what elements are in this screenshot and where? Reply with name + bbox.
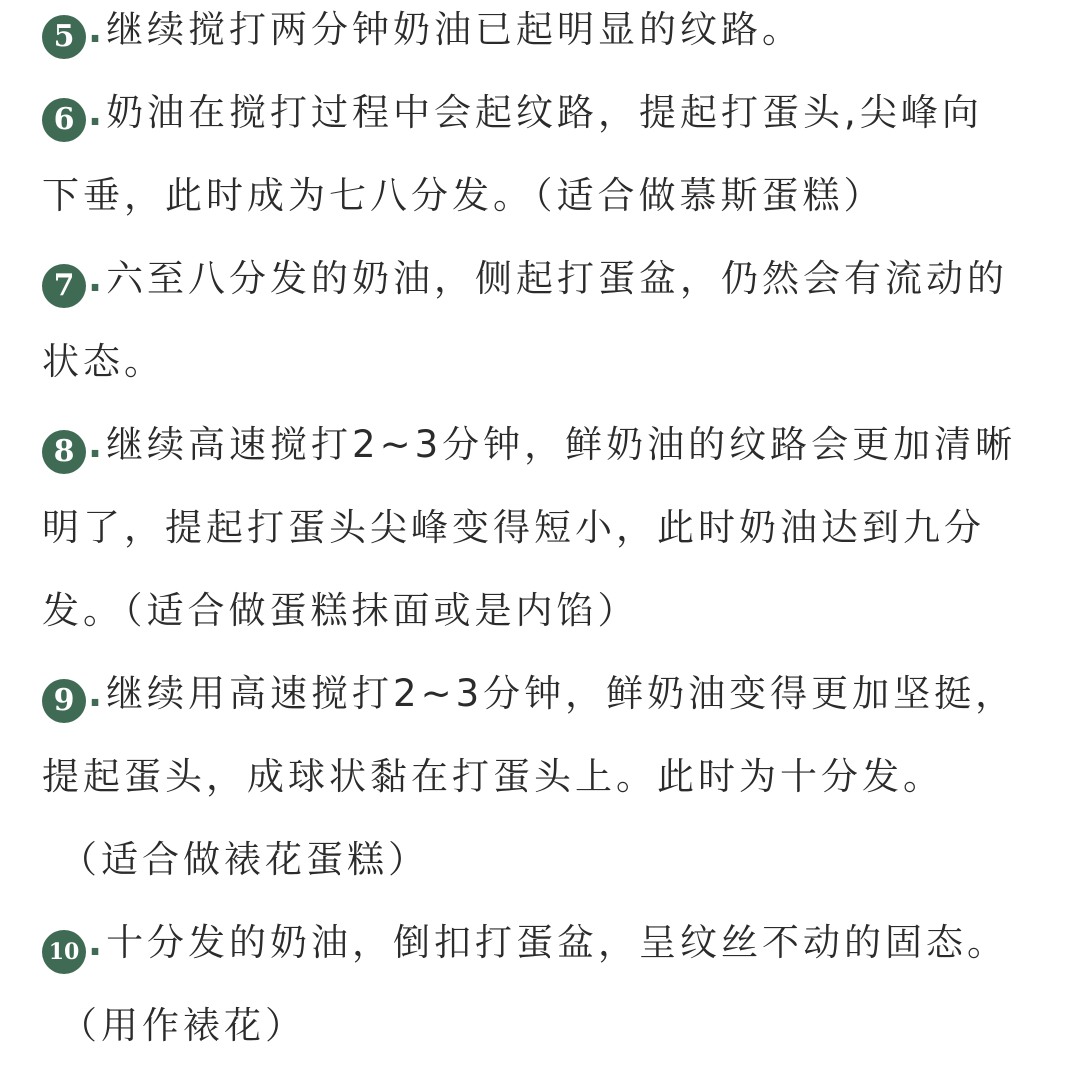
step-number-badge: 9 bbox=[42, 679, 86, 723]
step-line: 状态。 bbox=[42, 340, 165, 383]
step-number-badge: 8 bbox=[42, 430, 86, 474]
step-number-badge: 10 bbox=[42, 930, 86, 974]
step-dot: . bbox=[88, 672, 103, 715]
step-8 bbox=[42, 415, 1052, 664]
step-text: 六至八分发的奶油，侧起打蛋盆，仍然会有流动的 bbox=[106, 257, 1009, 300]
step-dot: . bbox=[88, 921, 103, 964]
step-text: 十分发的奶油，倒扣打蛋盆，呈纹丝不动的固态。 bbox=[106, 921, 1009, 964]
step-line: 下垂，此时成为七八分发。（适合做慕斯蛋糕） bbox=[42, 174, 885, 217]
step-6 bbox=[42, 83, 1052, 249]
step-9 bbox=[42, 664, 1052, 913]
step-dot: . bbox=[88, 8, 103, 51]
step-text: 继续高速搅打2~3分钟，鲜奶油的纹路会更加清晰 bbox=[106, 423, 1017, 466]
step-line: 明了，提起打蛋头尖峰变得短小，此时奶油达到九分 bbox=[42, 506, 985, 549]
step-dot: . bbox=[88, 257, 103, 300]
step-text: 奶油在搅打过程中会起纹路，提起打蛋头,尖峰向 bbox=[106, 91, 983, 134]
step-line bbox=[42, 664, 1052, 747]
step-line bbox=[42, 0, 1052, 83]
step-line: （用作裱花） bbox=[60, 1004, 306, 1047]
step-number-badge: 6 bbox=[42, 98, 86, 142]
step-10 bbox=[42, 913, 1052, 1079]
step-text: 继续搅打两分钟奶油已起明显的纹路。 bbox=[106, 8, 804, 51]
step-number-badge: 7 bbox=[42, 264, 86, 308]
step-dot: . bbox=[88, 91, 103, 134]
step-line bbox=[42, 83, 1052, 166]
step-number-badge: 5 bbox=[42, 15, 86, 59]
step-line bbox=[42, 249, 1052, 332]
step-line: （适合做裱花蛋糕） bbox=[60, 838, 429, 881]
step-line bbox=[42, 415, 1052, 498]
step-text: 继续用高速搅打2~3分钟，鲜奶油变得更加坚挺， bbox=[106, 672, 1017, 715]
step-line bbox=[42, 913, 1052, 996]
step-dot: . bbox=[88, 423, 103, 466]
step-line: 发。（适合做蛋糕抹面或是内馅） bbox=[42, 589, 639, 632]
step-7 bbox=[42, 249, 1052, 415]
step-line: 提起蛋头，成球状黏在打蛋头上。此时为十分发。 bbox=[42, 755, 944, 798]
step-5 bbox=[42, 0, 1052, 83]
